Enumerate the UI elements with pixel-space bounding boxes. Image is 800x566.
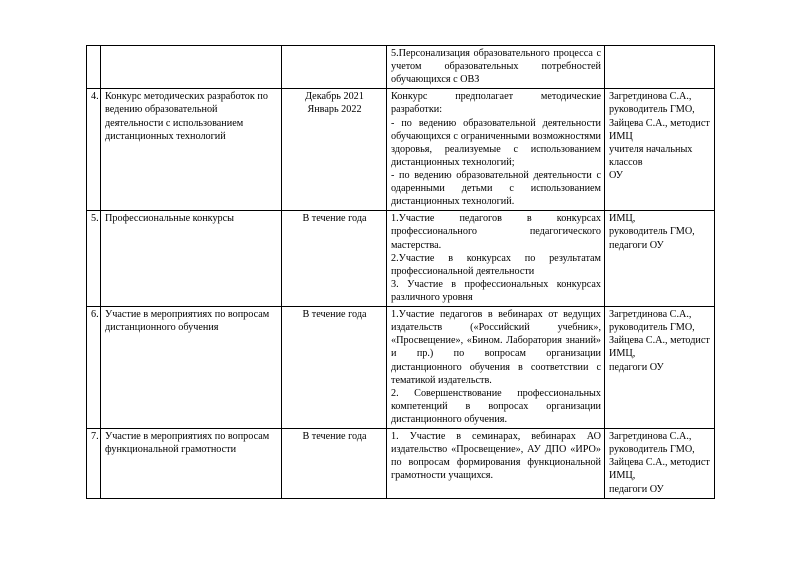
- cell-number: [87, 89, 101, 211]
- cell-responsible: [605, 211, 715, 307]
- cell-responsible: [605, 429, 715, 499]
- responsible-line: педагоги ОУ: [609, 361, 664, 373]
- responsible-line: Зайцева С.А., методист ИМЦ,: [609, 335, 710, 360]
- cell-date: [282, 307, 387, 429]
- cell-responsible: [605, 89, 715, 211]
- row-number: 7.: [91, 431, 99, 443]
- responsible-line: учителя начальных классов: [609, 143, 693, 168]
- date-line: Декабрь 2021: [305, 91, 364, 103]
- responsible-line: педагоги ОУ: [609, 239, 664, 251]
- responsible-line: Загретдинова С.А.,: [609, 91, 692, 103]
- cell-date: [282, 89, 387, 211]
- row-number: 4.: [91, 91, 99, 103]
- cell-description: [387, 89, 605, 211]
- table-row: [87, 89, 715, 211]
- responsible-line: Загретдинова С.А.,: [609, 431, 692, 443]
- cell-number: [87, 307, 101, 429]
- row-number: 5.: [91, 213, 99, 225]
- cell-event: [101, 46, 282, 89]
- description-paragraph: - по ведению образовательной деятельности обучающихся с ограниченными возможностями здоровья, реализуемые с использованием дистанционных технологий;: [391, 117, 601, 168]
- cell-number: [87, 429, 101, 499]
- description-paragraph: 1. Участие в семинарах, вебинарах АО издательство «Просвещение», АУ ДПО «ИРО» по вопросам формирования функциональной грамотности учащихся.: [391, 431, 601, 482]
- table-row: [87, 46, 715, 89]
- responsible-line: Загретдинова С.А.,: [609, 309, 692, 321]
- cell-event: [101, 211, 282, 307]
- date-line: В течение года: [302, 431, 367, 443]
- event-text: Участие в мероприятиях по вопросам функциональной грамотности: [105, 431, 270, 456]
- description-paragraph: 2. Совершенствование профессиональных компетенций в вопросах организации дистанционного обучения.: [391, 387, 601, 425]
- cell-description: [387, 46, 605, 89]
- responsible-line: руководитель ГМО,: [609, 322, 695, 334]
- cell-date: [282, 46, 387, 89]
- cell-description: [387, 211, 605, 307]
- event-text: Участие в мероприятиях по вопросам дистанционного обучения: [105, 309, 270, 334]
- description-paragraph: 5.Персонализация образовательного процесса с учетом образовательных потребностей обучающихся с ОВЗ: [391, 48, 601, 86]
- responsible-line: Зайцева С.А., методист ИМЦ: [609, 117, 710, 142]
- cell-event: [101, 89, 282, 211]
- description-paragraph: Конкурс предполагает методические разработки:: [391, 91, 601, 116]
- description-paragraph: 3. Участие в профессиональных конкурсах различного уровня: [391, 278, 601, 303]
- row-number: 6.: [91, 309, 99, 321]
- cell-event: [101, 307, 282, 429]
- table-row: [87, 211, 715, 307]
- date-line: В течение года: [302, 213, 367, 225]
- date-line: Январь 2022: [307, 104, 362, 116]
- responsible-line: педагоги ОУ: [609, 483, 664, 495]
- responsible-line: ОУ: [609, 169, 623, 181]
- event-text: Профессиональные конкурсы: [105, 213, 235, 225]
- description-paragraph: - по ведению образовательной деятельности с одаренными детьми с использованием дистанционных технологий.: [391, 169, 601, 208]
- table-row: [87, 307, 715, 429]
- cell-description: [387, 307, 605, 429]
- responsible-line: ИМЦ,: [609, 213, 636, 225]
- plan-table: [86, 45, 715, 499]
- responsible-line: руководитель ГМО,: [609, 104, 695, 116]
- cell-date: [282, 211, 387, 307]
- event-text: Конкурс методических разработок по ведению образовательной деятельности с использованием дистанционных технологий: [105, 91, 268, 142]
- responsible-line: руководитель ГМО,: [609, 444, 695, 456]
- date-line: В течение года: [302, 309, 367, 321]
- cell-responsible: [605, 307, 715, 429]
- table-row: [87, 429, 715, 499]
- responsible-line: Зайцева С.А., методист ИМЦ,: [609, 457, 710, 482]
- description-paragraph: 1.Участие педагогов в вебинарах от ведущих издательств («Российский учебник», «Просвещение», «Бином. Лаборатория знаний» и пр.) по вопросам организации дистанционного обучения в соответствии с тематикой издательств.: [391, 309, 601, 386]
- cell-responsible: [605, 46, 715, 89]
- description-paragraph: 2.Участие в конкурсах по результатам профессиональной деятельности: [391, 252, 601, 277]
- cell-number: [87, 211, 101, 307]
- cell-date: [282, 429, 387, 499]
- cell-description: [387, 429, 605, 499]
- responsible-line: руководитель ГМО,: [609, 226, 695, 238]
- cell-number: [87, 46, 101, 89]
- cell-event: [101, 429, 282, 499]
- table-body: [87, 46, 715, 499]
- description-paragraph: 1.Участие педагогов в конкурсах профессионального педагогического мастерства.: [391, 213, 601, 251]
